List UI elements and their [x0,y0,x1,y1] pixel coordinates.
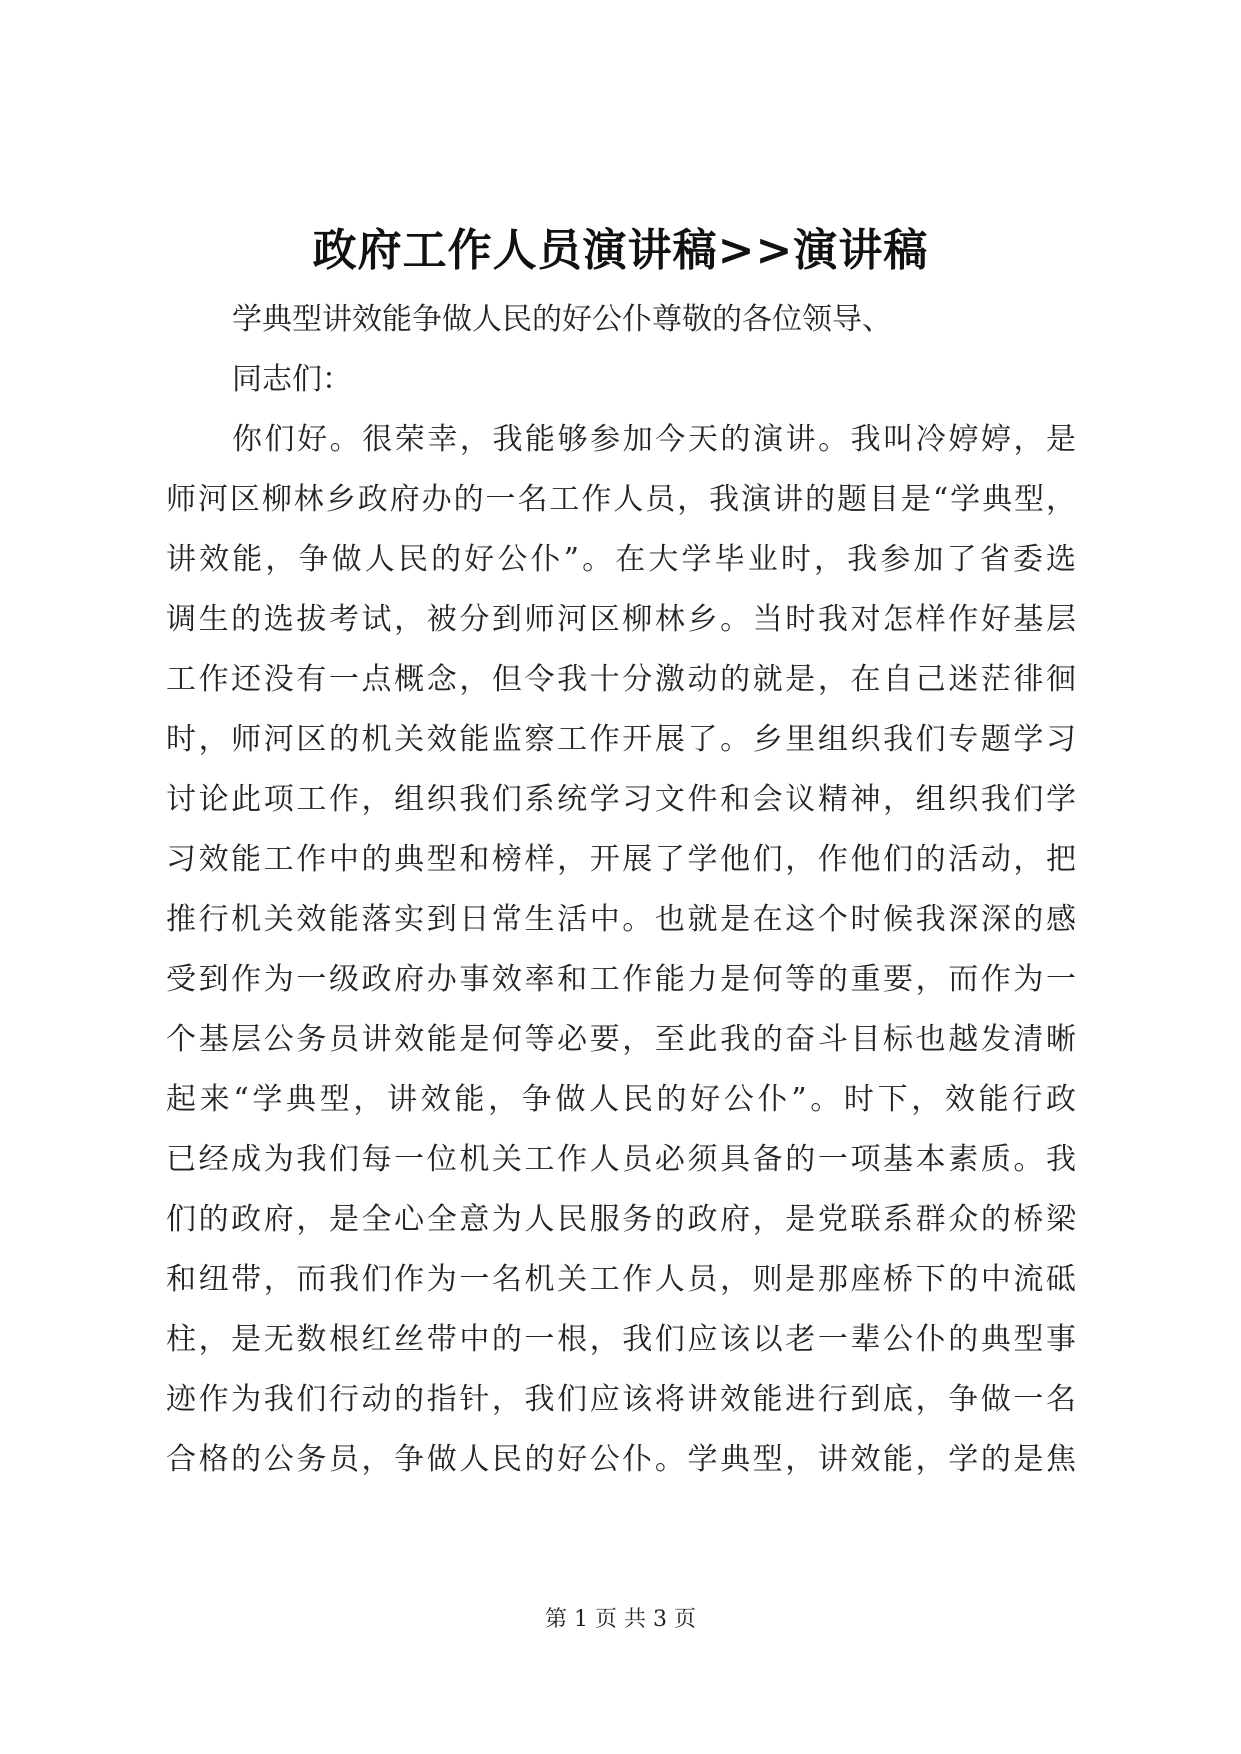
body-line: 个基层公务员讲效能是何等必要，至此我的奋斗目标也越发清晰 [166,1022,1076,1057]
body-line: 讲效能，争做人民的好公仆”。在大学毕业时，我参加了省委选 [166,542,1076,577]
body-line: 柱，是无数根红丝带中的一根，我们应该以老一辈公仆的典型事 [166,1322,1076,1357]
body-line: 起来“学典型，讲效能，争做人民的好公仆”。时下，效能行政 [166,1082,1076,1117]
body-line: 们的政府，是全心全意为人民服务的政府，是党联系群众的桥梁 [166,1202,1076,1237]
body-line: 调生的选拔考试，被分到师河区柳林乡。当时我对怎样作好基层 [166,602,1076,637]
body-line: 时，师河区的机关效能监察工作开展了。乡里组织我们专题学习 [166,722,1076,757]
page-footer: 第 1 页 共 3 页 [545,1607,696,1632]
body-line: 学典型讲效能争做人民的好公仆尊敬的各位领导、 [232,302,892,337]
body-line: 合格的公务员，争做人民的好公仆。学典型，讲效能，学的是焦 [166,1442,1076,1477]
body-line: 和纽带，而我们作为一名机关工作人员，则是那座桥下的中流砥 [166,1262,1076,1297]
body-line: 讨论此项工作，组织我们系统学习文件和会议精神，组织我们学 [166,782,1076,817]
body-line: 工作还没有一点概念，但令我十分激动的就是，在自己迷茫徘徊 [166,662,1076,697]
document-title: 政府工作人员演讲稿>>演讲稿 [312,225,929,276]
body-line: 同志们： [232,362,352,397]
body-line: 你们好。很荣幸，我能够参加今天的演讲。我叫冷婷婷，是 [232,422,1076,457]
body-line: 受到作为一级政府办事效率和工作能力是何等的重要，而作为一 [166,962,1076,997]
body-line: 推行机关效能落实到日常生活中。也就是在这个时候我深深的感 [166,902,1076,937]
body-line: 习效能工作中的典型和榜样，开展了学他们，作他们的活动，把 [166,842,1076,877]
body-line: 已经成为我们每一位机关工作人员必须具备的一项基本素质。我 [166,1142,1076,1177]
body-line: 师河区柳林乡政府办的一名工作人员，我演讲的题目是“学典型， [166,482,1076,517]
body-line: 迹作为我们行动的指针，我们应该将讲效能进行到底，争做一名 [166,1382,1076,1417]
document-body [166,290,1076,1490]
